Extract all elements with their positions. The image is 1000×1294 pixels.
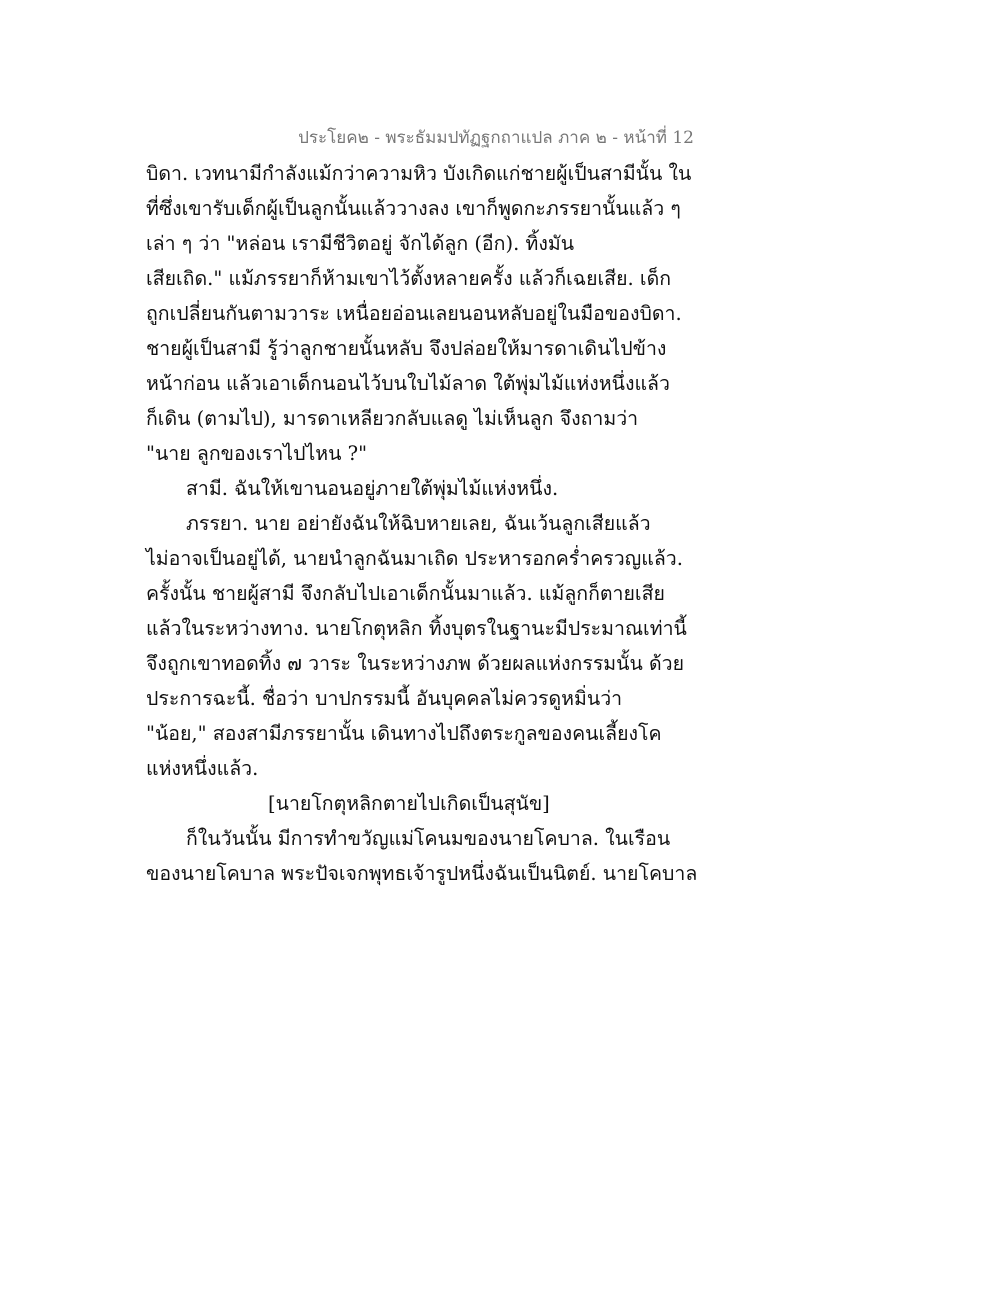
text-line: สามี. ฉันให้เขานอนอยู่ภายใต้พุ่มไม้แห่งหนึ่ง. [186,477,559,500]
text-line: ก็เดิน (ตามไป), มารดาเหลียวกลับแลดู ไม่เห็นลูก จึงถามว่า [146,407,639,430]
text-line: เล่า ๆ ว่า "หล่อน เรามีชีวิตอยู่ จักได้ลูก (อีก). ทิ้งมัน [146,232,575,255]
text-line: หน้าก่อน แล้วเอาเด็กนอนไว้บนใบไม้ลาด ใต้พุ่มไม้แห่งหนึ่งแล้ว [146,372,670,395]
text-line: ก็ในวันนั้น มีการทำขวัญแม่โคนมของนายโคบาล. ในเรือน [186,827,671,850]
text-line: "น้อย," สองสามีภรรยานั้น เดินทางไปถึงตระกูลของคนเลี้ยงโค [146,722,662,745]
text-line: ครั้งนั้น ชายผู้สามี จึงกลับไปเอาเด็กนั้นมาแล้ว. แม้ลูกก็ตายเสีย [146,582,665,605]
text-line: ของนายโคบาล พระปัจเจกพุทธเจ้ารูปหนึ่งฉันเป็นนิตย์. นายโคบาล [146,862,698,885]
text-line: จึงถูกเขาทอดทิ้ง ๗ วาระ ในระหว่างภพ ด้วยผลแห่งกรรมนั้น ด้วย [146,652,685,675]
text-line: "นาย ลูกของเราไปไหน ?" [146,442,368,465]
body-text [146,156,706,891]
section-heading: [นายโกตุหลิกตายไปเกิดเป็นสุนัข] [268,792,550,815]
text-line: แล้วในระหว่างทาง. นายโกตุหลิก ทิ้งบุตรในฐานะมีประมาณเท่านี้ [146,617,687,640]
text-line: ที่ซึ่งเขารับเด็กผู้เป็นลูกนั้นแล้ววางลง เขาก็พูดกะภรรยานั้นแล้ว ๆ [146,197,681,220]
text-line: ประการฉะนี้. ชื่อว่า บาปกรรมนี้ อันบุคคลไม่ควรดูหมิ่นว่า [146,687,623,710]
text-line: บิดา. เวทนามีกำลังแม้กว่าความหิว บังเกิดแก่ชายผู้เป็นสามีนั้น ใน [146,162,692,185]
text-line: ชายผู้เป็นสามี รู้ว่าลูกชายนั้นหลับ จึงปล่อยให้มารดาเดินไปข้าง [146,337,667,360]
running-header: ประโยค๒ - พระธัมมปทัฏฐกถาแปล ภาค ๒ - หน้าที่ 12 [298,128,694,148]
text-line: ไม่อาจเป็นอยู่ได้, นายนำลูกฉันมาเถิด ประหารอกคร่ำครวญแล้ว. [146,547,683,570]
text-line: ภรรยา. นาย อย่ายังฉันให้ฉิบหายเลย, ฉันเว้นลูกเสียแล้ว [186,512,651,535]
text-line: แห่งหนึ่งแล้ว. [146,757,259,780]
text-line: ถูกเปลี่ยนกันตามวาระ เหนื่อยอ่อนเลยนอนหลับอยู่ในมือของบิดา. [146,302,682,325]
text-line: เสียเถิด." แม้ภรรยาก็ห้ามเขาไว้ตั้งหลายครั้ง แล้วก็เฉยเสีย. เด็ก [146,267,672,290]
